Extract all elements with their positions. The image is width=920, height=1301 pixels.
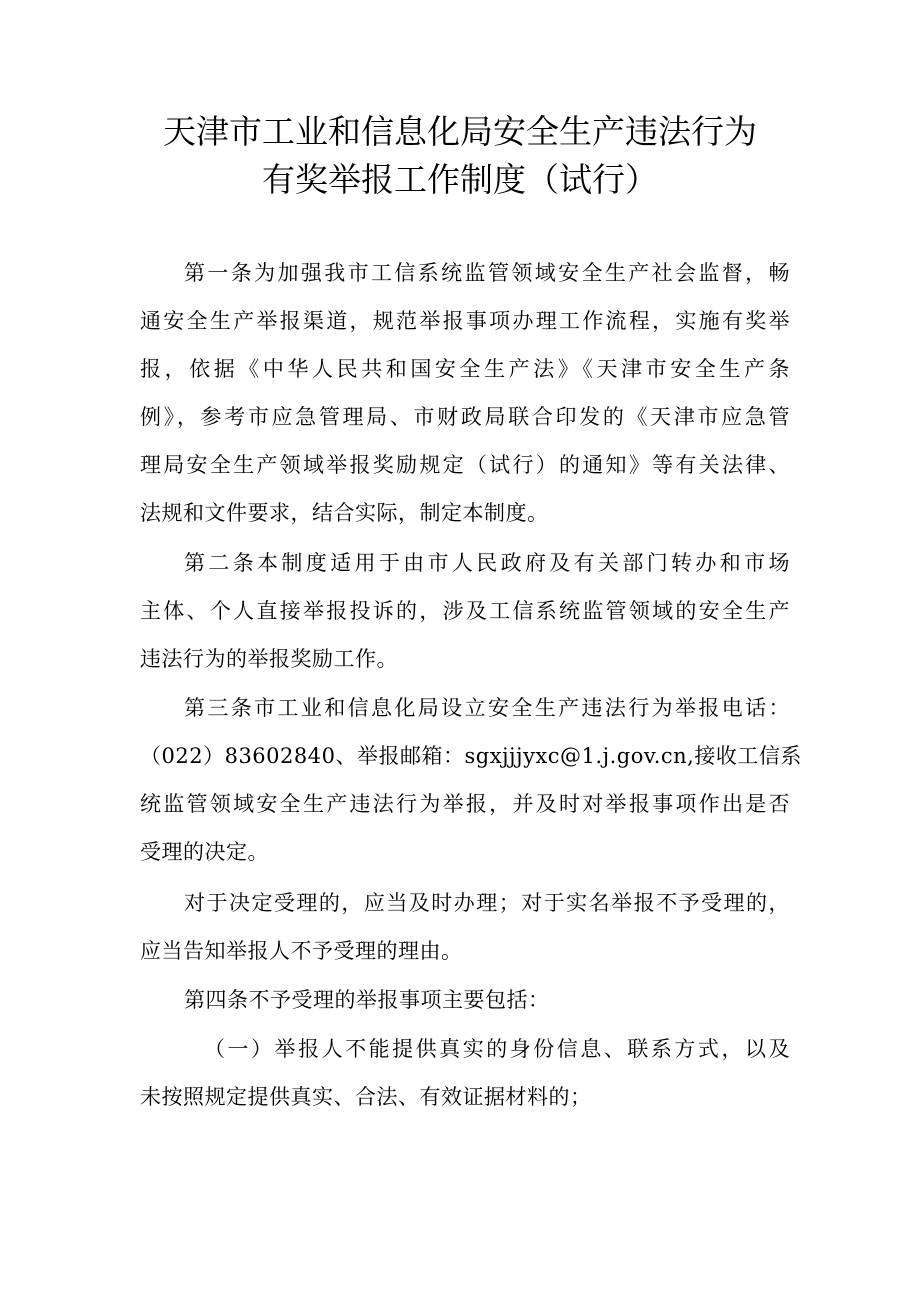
paragraph-line: 报，依据《中华人民共和国安全生产法》《天津市安全生产条 — [140, 357, 790, 381]
article-2-paragraph — [140, 539, 790, 683]
paragraph-line: 第一条为加强我市工信系统监管领域安全生产社会监督，畅 — [184, 261, 790, 285]
paragraph-line: 违法行为的举报奖励工作。 — [140, 647, 398, 671]
paragraph-line: （一）举报人不能提供真实的身份信息、联系方式，以及 — [204, 1037, 790, 1061]
paragraph-line: 应当告知举报人不予受理的理由。 — [140, 939, 463, 963]
article-3-paragraph — [140, 684, 802, 876]
item-1-paragraph — [140, 1025, 790, 1121]
paragraph-line: 法规和文件要求，结合实际，制定本制度。 — [140, 501, 549, 525]
paragraph-line: 理局安全生产领域举报奖励规定（试行）的通知》等有关法律、 — [140, 453, 790, 477]
paragraph-line: 例》，参考市应急管理局、市财政局联合印发的《天津市应急管 — [140, 405, 790, 429]
document-title-line-2: 有奖举报工作制度（试行） — [262, 160, 658, 199]
document-title-line-1: 天津市工业和信息化局安全生产违法行为 — [163, 112, 757, 151]
article-1-paragraph — [140, 249, 790, 537]
acceptance-paragraph — [140, 879, 790, 975]
paragraph-line: 通安全生产举报渠道，规范举报事项办理工作流程，实施有奖举 — [140, 309, 790, 333]
paragraph-line: 统监管领域安全生产违法行为举报，并及时对举报事项作出是否 — [140, 792, 790, 816]
paragraph-line: 未按照规定提供真实、合法、有效证据材料的； — [140, 1085, 592, 1109]
paragraph-line: 第三条市工业和信息化局设立安全生产违法行为举报电话： — [184, 696, 790, 720]
article-4-paragraph — [140, 976, 790, 1024]
paragraph-line: 主体、个人直接举报投诉的，涉及工信系统监管领域的安全生产 — [140, 599, 790, 623]
paragraph-line: 第四条不予受理的举报事项主要包括： — [184, 988, 550, 1012]
paragraph-line: 对于决定受理的，应当及时办理；对于实名举报不予受理的， — [184, 891, 790, 915]
paragraph-line: 第二条本制度适用于由市人民政府及有关部门转办和市场 — [184, 551, 790, 575]
paragraph-line: 受理的决定。 — [140, 840, 269, 864]
paragraph-line: （022）83602840、举报邮箱：sgxjjjyxc@1.j.gov.cn,接收工信系 — [140, 744, 802, 768]
